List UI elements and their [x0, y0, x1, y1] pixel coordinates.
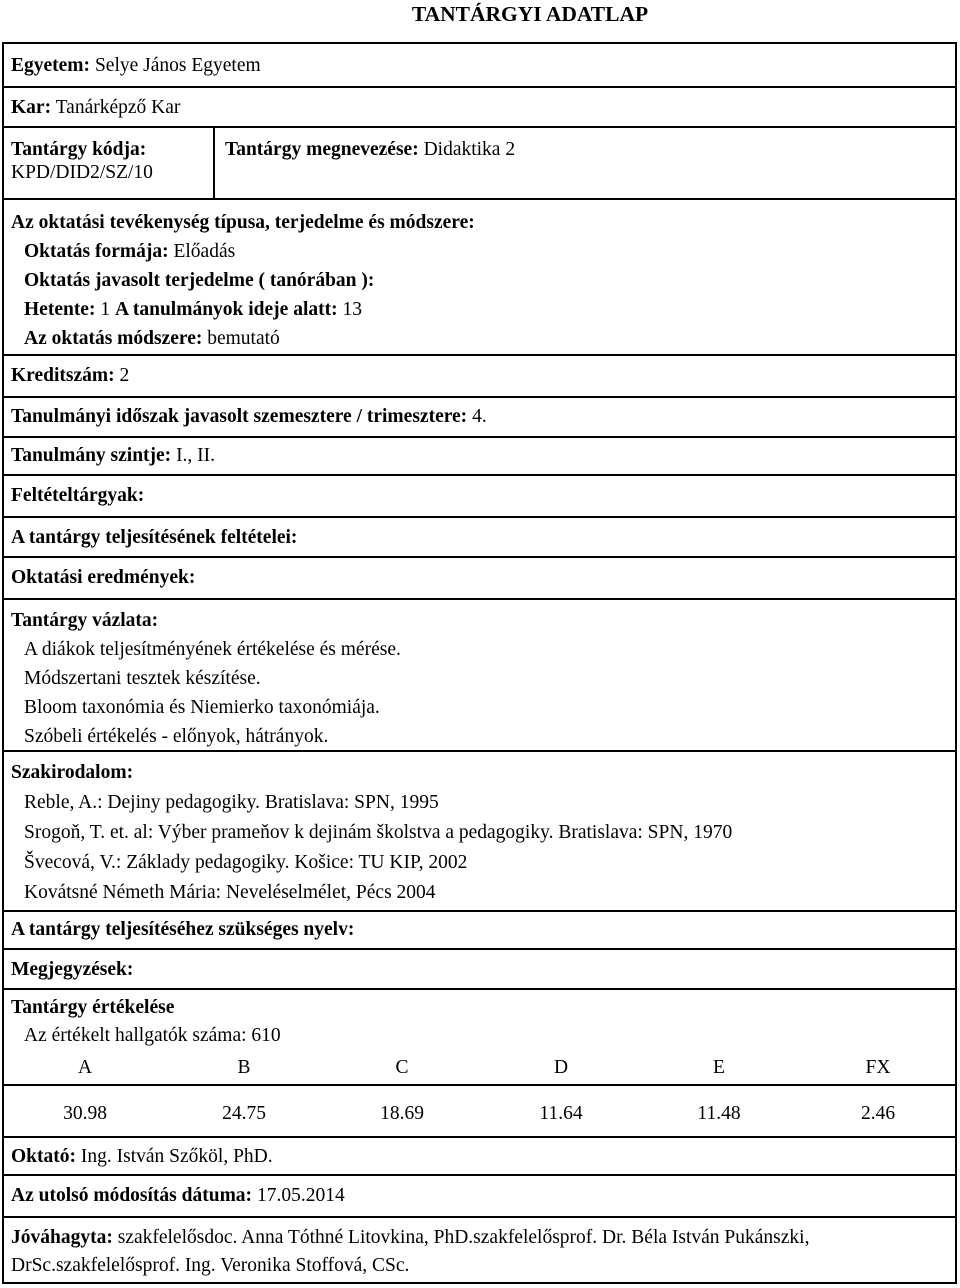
teaching-weekly-value: 1: [100, 299, 111, 320]
faculty-label: Kar:: [11, 97, 52, 118]
literature-item: Srogoň, T. et. al: Výber prameňov k dejinám školstva a pedagogiky. Bratislava: SPN, 1970: [24, 822, 733, 843]
university-label: Egyetem:: [11, 55, 91, 76]
course-code-label: Tantárgy kódja:: [11, 139, 147, 160]
outcomes-label: Oktatási eredmények:: [11, 567, 196, 588]
faculty-row: [4, 86, 955, 126]
evaluation-row: [4, 988, 955, 1084]
language-row: [4, 910, 955, 948]
grade-label-c: C: [395, 1057, 409, 1078]
teaching-scope-label: Oktatás javasolt terjedelme ( tanórában ):: [24, 270, 375, 291]
approved-row: [4, 1216, 955, 1282]
literature-item: Kovátsné Németh Mária: Neveléselmélet, Pécs 2004: [24, 882, 436, 903]
teaching-form-value: Előadás: [173, 241, 236, 262]
grade-value-c: 18.69: [380, 1103, 424, 1124]
teaching-form-label: Oktatás formája:: [24, 241, 169, 262]
teaching-method-label: Az oktatás módszere:: [24, 328, 203, 349]
level-value: I., II.: [176, 445, 216, 466]
evaluation-label: Tantárgy értékelése: [11, 997, 175, 1018]
credits-label: Kreditszám:: [11, 365, 115, 386]
grade-label-d: D: [553, 1057, 569, 1078]
teaching-semester-value: 13: [342, 299, 362, 320]
requirements-row: [4, 516, 955, 556]
notes-label: Megjegyzések:: [11, 959, 134, 980]
grade-value-b: 24.75: [222, 1103, 266, 1124]
outline-label: Tantárgy vázlata:: [11, 610, 159, 631]
teaching-row: [4, 198, 955, 354]
modified-row: [4, 1174, 955, 1216]
prerequisites-row: [4, 474, 955, 516]
notes-row: [4, 948, 955, 988]
grade-label-e: E: [713, 1057, 725, 1078]
outline-row: [4, 598, 955, 750]
grade-label-fx: FX: [865, 1057, 891, 1078]
teaching-method-value: bemutató: [207, 328, 280, 349]
prerequisites-label: Feltételtárgyak:: [11, 485, 145, 506]
outline-item: Bloom taxonómia és Niemierko taxonómiája.: [24, 697, 380, 718]
course-code-value: KPD/DID2/SZ/10: [11, 162, 153, 184]
outline-item: Szóbeli értékelés - előnyok, hátrányok.: [24, 726, 329, 747]
grade-value-a: 30.98: [63, 1103, 107, 1124]
approved-label: Jóváhagyta:: [11, 1227, 113, 1248]
literature-label: Szakirodalom:: [11, 762, 134, 783]
course-name-label: Tantárgy megnevezése:: [225, 139, 419, 160]
university-row: [4, 44, 955, 86]
course-name-value: Didaktika 2: [423, 139, 516, 160]
lecturer-row: [4, 1136, 955, 1174]
course-id-row: [4, 126, 955, 198]
outcomes-row: [4, 556, 955, 598]
requirements-label: A tantárgy teljesítésének feltételei:: [11, 527, 298, 548]
semester-row: [4, 396, 955, 436]
semester-label: Tanulmányi időszak javasolt szemesztere / trimesztere:: [11, 406, 468, 427]
faculty-value: Tanárképző Kar: [55, 97, 181, 118]
grade-value-d: 11.64: [539, 1103, 583, 1124]
course-datasheet: [2, 42, 957, 1284]
grade-value-fx: 2.46: [860, 1103, 896, 1124]
lecturer-value: Ing. István Szőköl, PhD.: [80, 1146, 273, 1167]
outline-item: Módszertani tesztek készítése.: [24, 668, 261, 689]
level-row: [4, 436, 955, 474]
grade-label-b: B: [237, 1057, 251, 1078]
credits-row: [4, 354, 955, 396]
lecturer-label: Oktató:: [11, 1146, 76, 1167]
credits-value: 2: [119, 365, 130, 386]
grade-value-e: 11.48: [697, 1103, 741, 1124]
page-title: TANTÁRGYI ADATLAP: [411, 2, 649, 26]
evaluated-count: Az értékelt hallgatók száma: 610: [24, 1025, 281, 1046]
literature-item: Švecová, V.: Základy pedagogiky. Košice: TU KIP, 2002: [24, 852, 468, 873]
teaching-semester-label: A tanulmányok ideje alatt:: [114, 299, 338, 320]
grade-label-a: A: [77, 1057, 93, 1078]
outline-item: A diákok teljesítményének értékelése és mérése.: [24, 639, 401, 660]
literature-row: [4, 750, 955, 910]
grades-values-row: [4, 1084, 955, 1136]
semester-value: 4.: [472, 406, 487, 427]
literature-item: Reble, A.: Dejiny pedagogiky. Bratislava: SPN, 1995: [24, 792, 439, 813]
course-id-divider: [213, 128, 215, 198]
approved-value: szakfelelősdoc. Anna Tóthné Litovkina, PhD.szakfelelősprof. Dr. Béla István Pukánszki, DrSc.szakfelelősprof. Ing. Veronika Stoffová, CSc.: [11, 1227, 810, 1276]
university-value: Selye János Egyetem: [94, 55, 261, 76]
modified-label: Az utolsó módosítás dátuma:: [11, 1185, 253, 1206]
level-label: Tanulmány szintje:: [11, 445, 172, 466]
teaching-weekly-label: Hetente:: [24, 299, 96, 320]
language-label: A tantárgy teljesítéséhez szükséges nyelv:: [11, 919, 355, 940]
teaching-heading: Az oktatási tevékenység típusa, terjedelme és módszere:: [11, 212, 475, 233]
modified-value: 17.05.2014: [256, 1185, 345, 1206]
